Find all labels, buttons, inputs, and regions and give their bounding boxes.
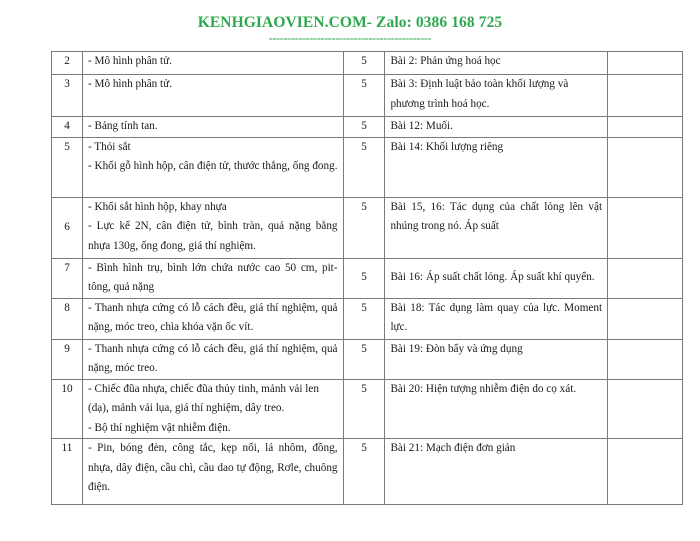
equipment-line: - Thanh nhựa cứng có lỗ cách đều, giá thí nghiệm, quả nặng, móc treo.	[87, 342, 338, 374]
note-cell	[608, 137, 683, 197]
equipment-line: - Lực kế 2N, cân điện tử, bình tràn, quả nặng bằng nhựa 130g, ống đong, giá thí nghiệm.	[87, 220, 338, 252]
row-number: 6	[52, 197, 83, 258]
equipment-cell	[82, 117, 343, 138]
note-cell	[608, 379, 683, 439]
note-cell	[608, 52, 683, 75]
equipment-cell	[82, 52, 343, 75]
table-row	[52, 298, 683, 339]
note-cell	[608, 117, 683, 138]
lesson-cell: Bài 21: Mạch điện đơn giản	[385, 439, 608, 505]
equipment-line: - Thỏi sắt	[87, 140, 131, 153]
lesson-cell: Bài 16: Áp suất chất lỏng. Áp suất khí quyển.	[385, 258, 608, 298]
quantity-cell: 5	[343, 137, 385, 197]
row-number: 8	[52, 298, 83, 339]
table-row	[52, 75, 683, 117]
equipment-line: - Bộ thí nghiệm vật nhiễm điện.	[87, 421, 231, 434]
quantity-cell: 5	[343, 258, 385, 298]
note-cell	[608, 258, 683, 298]
lesson-cell: Bài 14: Khối lượng riêng	[385, 137, 608, 197]
equipment-cell	[82, 197, 343, 258]
table-row	[52, 339, 683, 379]
equipment-cell	[82, 137, 343, 197]
row-number: 5	[52, 137, 83, 197]
equipment-line: - Mô hình phân tử.	[87, 78, 173, 90]
header-divider: --------------------------------------------	[268, 31, 432, 45]
lesson-cell: Bài 2: Phản ứng hoá học	[385, 52, 608, 75]
table-row	[52, 258, 683, 298]
quantity-cell: 5	[343, 117, 385, 138]
quantity-cell: 5	[343, 298, 385, 339]
row-number: 10	[52, 379, 83, 439]
row-number: 2	[52, 52, 83, 75]
lesson-cell: Bài 19: Đòn bẩy và ứng dụng	[385, 339, 608, 379]
equipment-line: - Khối sắt hình hộp, khay nhựa	[87, 200, 227, 213]
site-title: KENHGIAOVIEN.COM- Zalo: 0386 168 725	[197, 14, 503, 31]
equipment-cell	[82, 258, 343, 298]
row-number: 3	[52, 75, 83, 117]
lesson-cell: Bài 18: Tác dụng làm quay của lực. Moment lực.	[385, 298, 608, 339]
equipment-cell	[82, 379, 343, 439]
quantity-cell: 5	[343, 197, 385, 258]
note-cell	[608, 439, 683, 505]
note-cell	[608, 339, 683, 379]
lesson-cell: Bài 15, 16: Tác dụng của chất lỏng lên vật nhúng trong nó. Áp suất	[385, 197, 608, 258]
note-cell	[608, 298, 683, 339]
equipment-cell	[82, 339, 343, 379]
table-row	[52, 117, 683, 138]
table-row	[52, 137, 683, 197]
table-row	[52, 379, 683, 439]
row-number: 4	[52, 117, 83, 138]
equipment-cell	[82, 298, 343, 339]
equipment-cell	[82, 75, 343, 117]
row-number: 11	[52, 439, 83, 505]
quantity-cell: 5	[343, 52, 385, 75]
equipment-line: - Khối gỗ hình hộp, cân điện tử, thước thẳng, ống đong.	[87, 160, 338, 172]
equipment-line: - Bảng tính tan.	[87, 120, 158, 132]
lesson-cell: Bài 12: Muối.	[385, 117, 608, 138]
table-row	[52, 197, 683, 258]
equipment-line: - Thanh nhựa cứng có lỗ cách đều, giá thí nghiệm, quả nặng, móc treo, chìa khóa vặn ốc vít.	[87, 301, 338, 333]
note-cell	[608, 197, 683, 258]
row-number: 7	[52, 258, 83, 298]
equipment-line: - Chiếc đũa nhựa, chiếc đũa thủy tinh, mảnh vải len (dạ), mảnh vải lụa, giá thí nghiệm, dây treo.	[87, 382, 319, 414]
quantity-cell: 5	[343, 379, 385, 439]
quantity-cell: 5	[343, 439, 385, 505]
page-header	[0, 14, 700, 46]
quantity-cell: 5	[343, 339, 385, 379]
quantity-cell: 5	[343, 75, 385, 117]
lesson-cell: Bài 3: Định luật bảo toàn khối lượng và phương trình hoá học.	[385, 75, 608, 117]
table-row	[52, 52, 683, 75]
equipment-cell	[82, 439, 343, 505]
equipment-line: - Pin, bóng đèn, công tắc, kẹp nối, lá nhôm, đồng, nhựa, dây điện, cầu chì, cầu dao tự động, Rơle, chuông điện.	[87, 442, 338, 493]
equipment-line: - Mô hình phân tử.	[87, 55, 173, 67]
table-row	[52, 439, 683, 505]
equipment-line: - Bình hình trụ, bình lớn chứa nước cao 50 cm, pit-tông, quả nặng	[87, 261, 338, 293]
lesson-cell: Bài 20: Hiện tượng nhiễm điện do cọ xát.	[385, 379, 608, 439]
equipment-table	[51, 51, 683, 505]
row-number: 9	[52, 339, 83, 379]
note-cell	[608, 75, 683, 117]
